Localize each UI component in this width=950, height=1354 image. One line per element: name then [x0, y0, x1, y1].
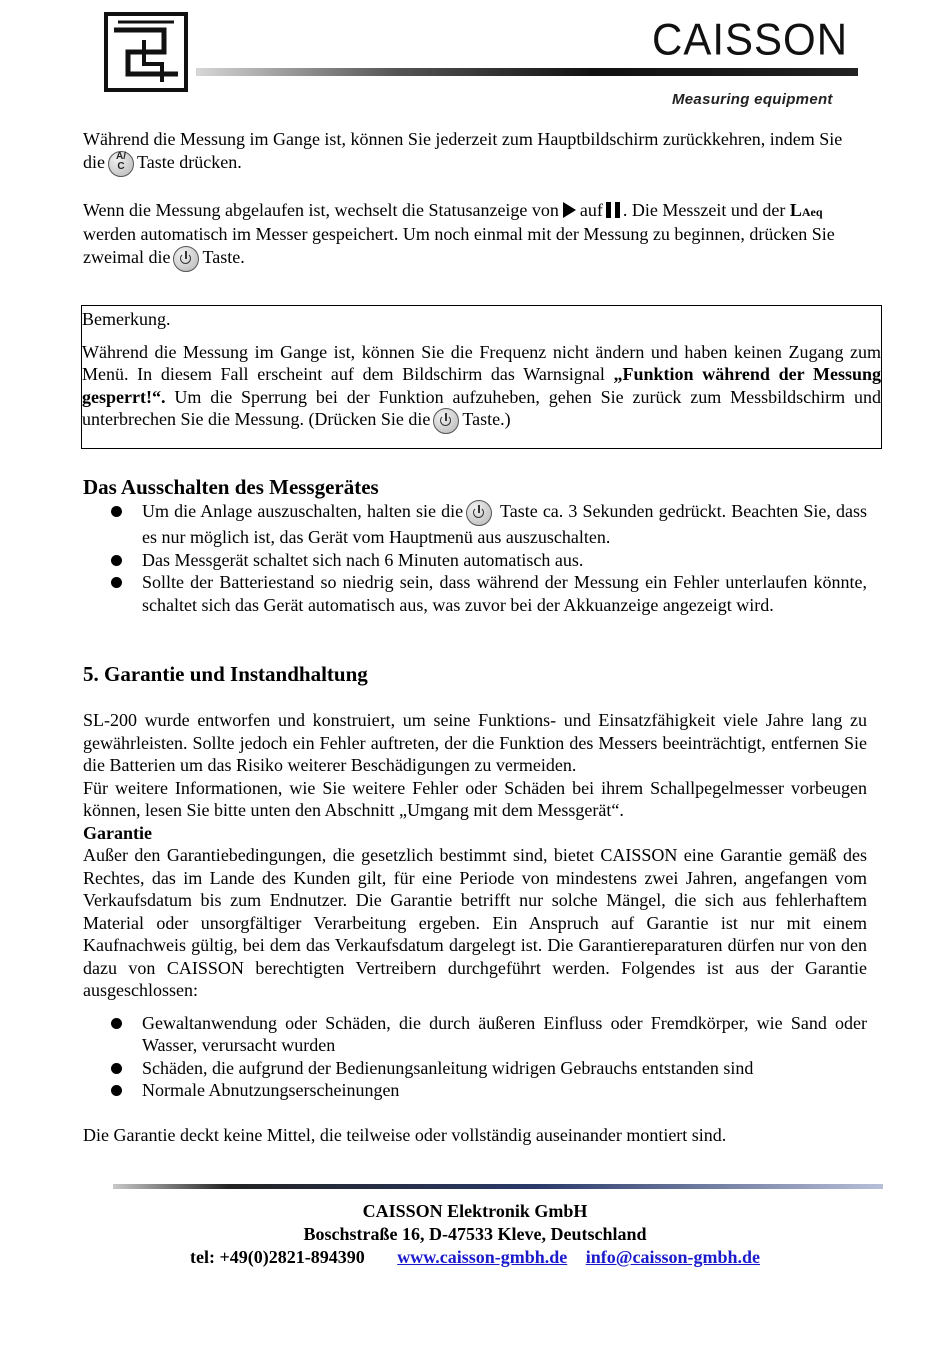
power-key-icon: [173, 246, 199, 272]
pause-icon: [606, 202, 620, 218]
footer-company: CAISSON Elektronik GmbH: [362, 1201, 588, 1221]
exclusions-list: [83, 1012, 867, 1102]
brand-tagline: Measuring equipment: [672, 91, 833, 108]
footer-phone: tel: +49(0)2821-894390: [189, 1247, 365, 1267]
ac-key-icon: A/ C: [108, 151, 134, 177]
email-link[interactable]: info@caisson-gmbh.de: [585, 1247, 761, 1267]
intro-paragraph-2: Wenn die Messung abgelaufen ist, wechselt die Statusanzeige von auf . Die Messzeit und der LAeq werden automatisch im Messer gespeichert. Um noch einmal mit der Messung zu beginnen, drücken Sie zweimal die Taste.: [83, 199, 867, 272]
warranty-paragraph-2: Für weitere Informationen, wie Sie weitere Fehler oder Schäden bei ihrem Schallpegelmesser vorbeugen können, lesen Sie bitte unten den Abschnitt „Umgang mit dem Messgerät“.: [83, 777, 867, 820]
remark-text: Während die Messung im Gange ist, können Sie die Frequenz nicht ändern und haben keinen Zugang zum Menü. In diesem Fall erscheint auf dem Bildschirm das Warnsignal „Funktion während der Messung gesperrt!“. Um die Sperrung bei der Funktion aufzuheben, gehen Sie zurück zum Messbildschirm und unterbrechen Sie die Messung. (Drücken Sie die Taste.): [82, 341, 881, 435]
list-item: Um die Anlage auszuschalten, halten sie die Taste ca. 3 Sekunden gedrückt. Beachten Sie, dass es nur möglich ist, das Gerät vom Hauptmenü aus auszuschalten.: [83, 500, 867, 549]
list-item: Sollte der Batteriestand so niedrig sein, dass während der Messung ein Fehler unterlaufen könnte, schaltet sich das Gerät automatisch aus, was zuvor bei der Akkuanzeige angezeigt wird.: [83, 571, 867, 616]
footer: [0, 1200, 950, 1269]
play-icon: [563, 202, 576, 218]
warranty-section: [83, 661, 867, 1146]
shutdown-heading: Das Ausschalten des Messgerätes: [83, 475, 379, 499]
caisson-logo-icon: [104, 12, 188, 92]
warranty-paragraph-1: SL-200 wurde entworfen und konstruiert, um seine Funktions- und Einsatzfähigkeit viele Jahre lang zu gewährleisten. Sollte jedoch ein Fehler auftreten, der die Funktion des Messers beeinträchtigt, entfernen Sie die Batterien um das Risiko weiterer Beschädigungen zu vermeiden.: [83, 710, 867, 775]
warranty-closing: Die Garantie deckt keine Mittel, die teilweise oder vollständig auseinander montiert sind.: [83, 1124, 727, 1145]
header-divider: [196, 68, 858, 76]
remark-box: [81, 305, 882, 449]
footer-divider: [113, 1184, 883, 1189]
warranty-paragraph-3: Außer den Garantiebedingungen, die gesetzlich bestimmt sind, bietet CAISSON eine Garantie gemäß des Rechtes, das im Lande des Kunden gilt, für eine Periode von mindestens zwei Jahren, angefangen vom Verkaufsdatum bis zum Endnutzer. Die Garantie betrifft nur solche Mängel, die sich aus fehlerhaftem Material oder unsorgfältiger Verarbeitung ergeben. Ein Anspruch auf Garantie ist nur mit einem Kaufnachweis gültig, bei dem das Verkaufsdatum dargelegt ist. Die Garantiereparaturen dürfen nur von den dazu von CAISSON berechtigten Vertreibern durchgeführt werden. Folgendes ist aus der Garantie ausgeschlossen:: [83, 845, 867, 1000]
list-item: Normale Abnutzungserscheinungen: [83, 1079, 867, 1102]
remark-title: Bemerkung.: [82, 309, 171, 329]
website-link[interactable]: www.caisson-gmbh.de: [397, 1247, 568, 1267]
footer-address: Boschstraße 16, D-47533 Kleve, Deutschland: [303, 1224, 647, 1244]
intro-section: [83, 128, 867, 272]
power-key-icon: [466, 500, 492, 526]
power-key-icon: [433, 408, 459, 434]
shutdown-section: [83, 474, 867, 616]
brand-name: CAISSON: [652, 14, 849, 65]
warranty-subheading: Garantie: [83, 822, 152, 843]
intro-paragraph-1: Während die Messung im Gange ist, können Sie jederzeit zum Hauptbildschirm zurückkehren, indem Sie die A/ C Taste drücken.: [83, 128, 867, 177]
warranty-heading: 5. Garantie und Instandhaltung: [83, 662, 368, 686]
list-item: Gewaltanwendung oder Schäden, die durch äußeren Einfluss oder Fremdkörper, wie Sand oder Wasser, verursacht wurden: [83, 1012, 867, 1057]
shutdown-list: [83, 500, 867, 616]
list-item: Das Messgerät schaltet sich nach 6 Minuten automatisch aus.: [83, 549, 867, 572]
list-item: Schäden, die aufgrund der Bedienungsanleitung widrigen Gebrauchs entstanden sind: [83, 1057, 867, 1080]
footer-contact: [0, 1246, 950, 1269]
